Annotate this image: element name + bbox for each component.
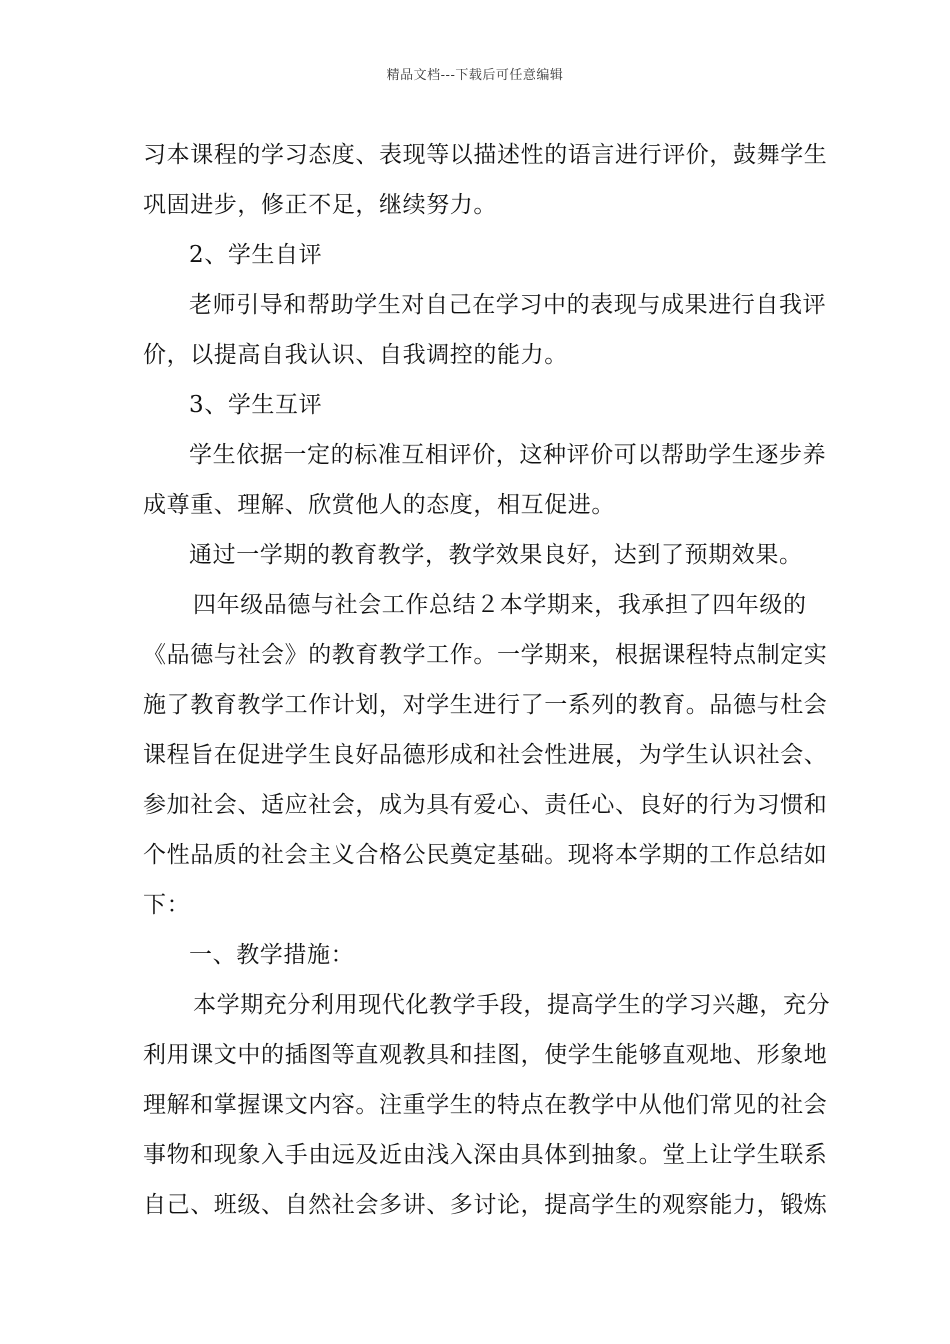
paragraph-line: 巩固进步，修正不足，继续努力。 [143,192,497,218]
paragraph-line: 本学期充分利用现代化教学手段，提高学生的学习兴趣，充分 [193,992,831,1018]
paragraph-line: 课程旨在促进学生良好品德形成和社会性进展，为学生认识社会、 [143,742,828,768]
page-header: 精品文档---下载后可任意编辑 [386,68,564,83]
section-heading: 2、学生自评 [189,242,323,268]
paragraph-line: 理解和掌握课文内容。注重学生的特点在教学中从他们常见的社会 [143,1092,828,1118]
paragraph-line: 事物和现象入手由远及近由浅入深由具体到抽象。堂上让学生联系 [143,1142,828,1168]
paragraph-line: 《品德与社会》的教育教学工作。一学期来，根据课程特点制定实 [143,642,828,668]
paragraph-line: 通过一学期的教育教学，教学效果良好，达到了预期效果。 [189,542,803,568]
paragraph-line: 参加社会、适应社会，成为具有爱心、责任心、良好的行为习惯和 [143,792,828,818]
paragraph-line: 施了教育教学工作计划，对学生进行了一系列的教育。品德与杜会 [143,692,828,718]
paragraph-line: 成尊重、理解、欣赏他人的态度，相互促进。 [143,492,615,518]
paragraph-line: 价，以提高自我认识、自我调控的能力。 [143,342,568,368]
section-heading: 3、学生互评 [189,392,323,418]
paragraph-line: 习本课程的学习态度、表现等以描述性的语言进行评价，鼓舞学生 [143,142,828,168]
paragraph-line: 学生依据一定的标准互相评价，这种评价可以帮助学生逐步养 [189,442,827,468]
paragraph-line: 老师引导和帮助学生对自己在学习中的表现与成果进行自我评 [189,292,827,318]
paragraph-line: 自己、班级、自然社会多讲、多讨论，提高学生的观察能力，锻炼 [143,1192,828,1218]
section-heading: 一、教学措施： [189,942,355,968]
paragraph-line: 四年级品德与社会工作总结２本学期来，我承担了四年级的 [193,592,807,618]
paragraph-line: 利用课文中的插图等直观教具和挂图，使学生能够直观地、形象地 [143,1042,828,1068]
paragraph-line: 下： [143,892,191,918]
document-body [143,130,831,1230]
paragraph-line: 个性品质的社会主义合格公民奠定基础。现将本学期的工作总结如 [143,842,828,868]
